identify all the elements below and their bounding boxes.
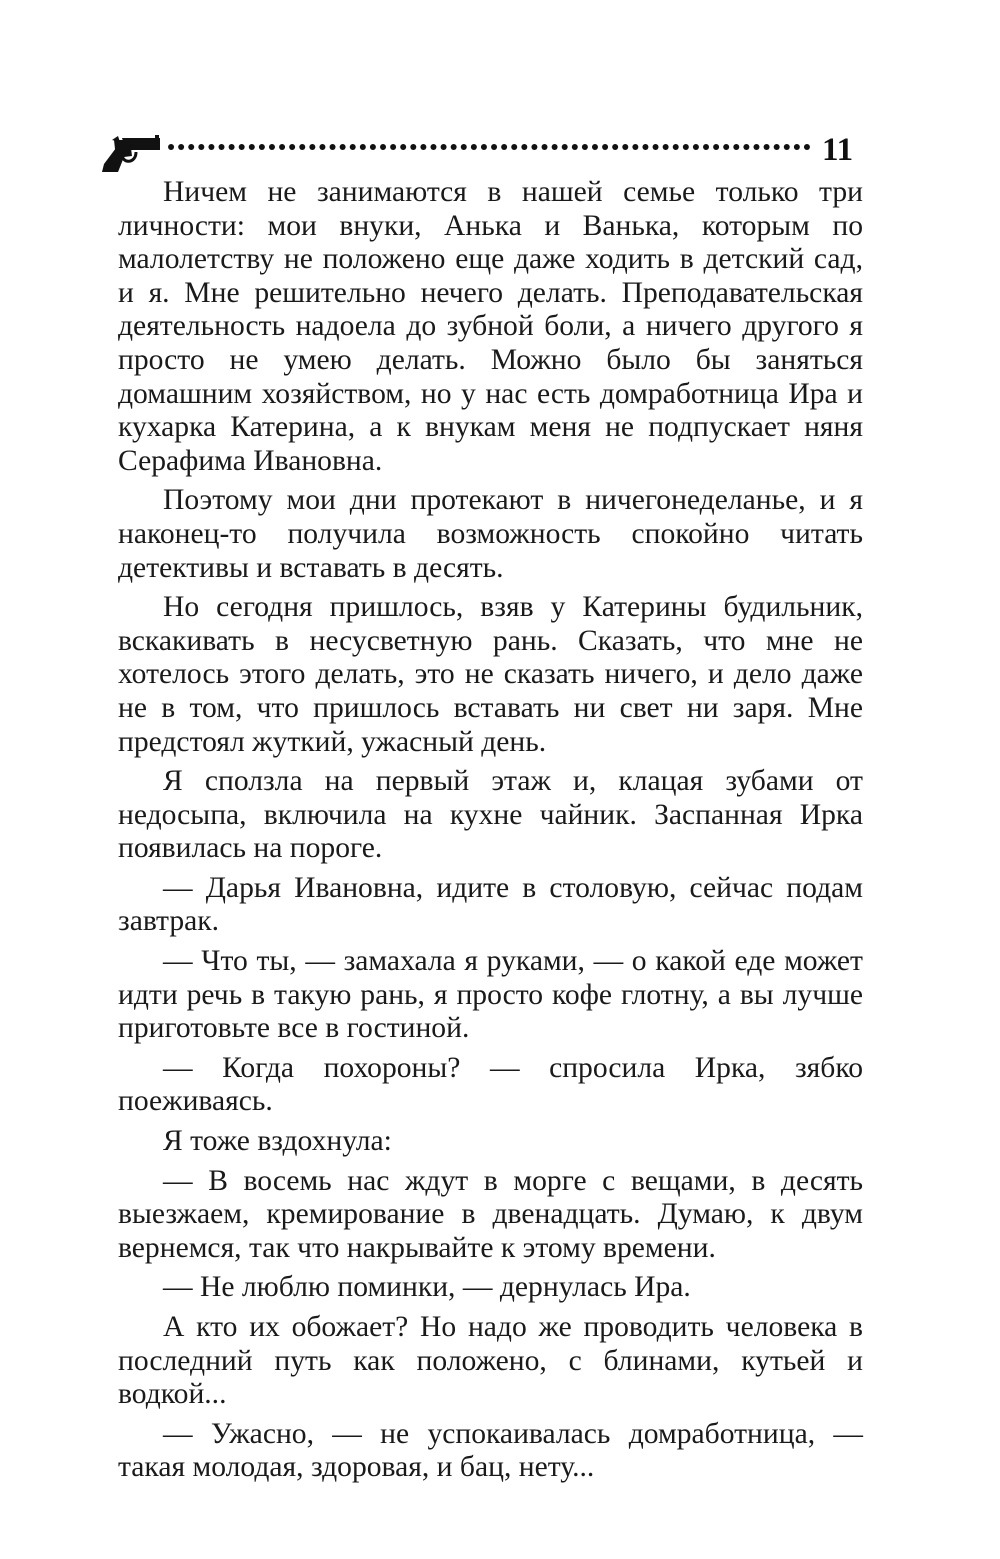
leader-dot: [461, 144, 467, 150]
leader-dot: [219, 144, 225, 150]
leader-dot: [723, 144, 729, 150]
leader-dot: [208, 144, 214, 150]
leader-dot: [309, 144, 315, 150]
leader-dot: [693, 144, 699, 150]
leader-dot: [592, 144, 598, 150]
leader-dot: [380, 144, 386, 150]
paragraph-5: Я тоже вздохнула:: [163, 1125, 392, 1158]
leader-dot: [289, 144, 295, 150]
leader-dot: [340, 144, 346, 150]
paragraph-6: А кто их обожает? Но надо же проводить человека в последний путь как положено, с блинами, кутьей и водкой...: [118, 1311, 863, 1411]
dialogue-line-6: — Ужасно, — не успокаивалась домработница, — такая молодая, здоровая, и бац, нету...: [118, 1417, 863, 1484]
leader-dot: [683, 144, 689, 150]
leader-dot: [198, 144, 204, 150]
leader-dot: [259, 144, 265, 150]
paragraph-3: Но сегодня пришлось, взяв у Катерины будильник, вскакивать в несусветную рань. Сказать, что мне не хотелось этого делать, это не сказать ничего, и дело даже не в том, что пришлось вставать ни свет ни заря. Мне предстоял жуткий, ужасный день.: [118, 591, 863, 758]
leader-dot: [420, 144, 426, 150]
leader-dot: [269, 144, 275, 150]
leader-dot: [713, 144, 719, 150]
leader-dot: [330, 144, 336, 150]
leader-dot: [350, 144, 356, 150]
paragraph-2: Поэтому мои дни протекают в ничегонеделанье, и я наконец-то получила возможность спокойно читать детективы и вставать в десять.: [118, 484, 863, 584]
leader-dot: [582, 144, 588, 150]
paragraph-4: Я сползла на первый этаж и, клацая зубами от недосыпа, включила на кухне чайник. Заспанная Ирка появилась на пороге.: [118, 765, 863, 865]
dialogue-line-1: — Дарья Ивановна, идите в столовую, сейчас подам завтрак.: [118, 871, 863, 938]
leader-dot: [562, 144, 568, 150]
leader-dot: [451, 144, 457, 150]
leader-dot: [511, 144, 517, 150]
leader-dot: [471, 144, 477, 150]
leader-dot: [249, 144, 255, 150]
leader-dot: [360, 144, 366, 150]
revolver-icon: [100, 134, 162, 174]
leader-dot: [804, 144, 810, 150]
dialogue-line-5: — Не люблю поминки, — дернулась Ира.: [163, 1271, 691, 1304]
leader-dot: [542, 144, 548, 150]
leader-dot: [239, 144, 245, 150]
leader-dot: [521, 144, 527, 150]
leader-dot: [673, 144, 679, 150]
dialogue-line-3: — Когда похороны? — спросила Ирка, зябко поеживаясь.: [118, 1051, 863, 1118]
leader-dot: [178, 144, 184, 150]
leader-dot: [764, 144, 770, 150]
leader-dot: [622, 144, 628, 150]
leader-dot: [188, 144, 194, 150]
leader-dot: [390, 144, 396, 150]
leader-dot: [794, 144, 800, 150]
dotted-leader: [166, 136, 812, 158]
leader-dot: [733, 144, 739, 150]
leader-dot: [784, 144, 790, 150]
leader-dot: [663, 144, 669, 150]
leader-dot: [612, 144, 618, 150]
leader-dot: [531, 144, 537, 150]
paragraph-1: Ничем не занимаются в нашей семье только три личности: мои внуки, Анька и Ванька, которым по малолетству не положено еще даже ходить в детский сад, и я. Мне решительно нечего делать. Преподавательская деятельность надоела до зубной боли, а ничего другого я просто не умею делать. Можно было бы заняться домашним хозяйством, но у нас есть домработница Ира и кухарка Катерина, а к внукам меня не подпускает няня Серафима Ивановна.: [118, 176, 863, 477]
leader-dot: [501, 144, 507, 150]
leader-dot: [400, 144, 406, 150]
dialogue-line-4: — В восемь нас ждут в морге с вещами, в десять выезжаем, кремирование в двенадцать. Думаю, к двум вернемся, так что накрывайте к этому времени.: [118, 1164, 863, 1264]
leader-dot: [441, 144, 447, 150]
leader-dot: [279, 144, 285, 150]
leader-dot: [299, 144, 305, 150]
page-number: 11: [822, 132, 854, 168]
leader-dot: [319, 144, 325, 150]
leader-dot: [168, 144, 174, 150]
leader-dot: [703, 144, 709, 150]
leader-dot: [410, 144, 416, 150]
leader-dot: [774, 144, 780, 150]
leader-dot: [370, 144, 376, 150]
leader-dot: [481, 144, 487, 150]
dialogue-line-2: — Что ты, — замахала я руками, — о какой еде может идти речь в такую рань, я просто кофе глотну, а вы лучше приготовьте все в гостиной.: [118, 945, 863, 1045]
running-header: [100, 128, 880, 178]
leader-dot: [552, 144, 558, 150]
body-text: [118, 176, 863, 1491]
leader-dot: [572, 144, 578, 150]
leader-dot: [602, 144, 608, 150]
leader-dot: [753, 144, 759, 150]
leader-dot: [632, 144, 638, 150]
leader-dot: [743, 144, 749, 150]
leader-dot: [642, 144, 648, 150]
leader-dot: [653, 144, 659, 150]
leader-dot: [430, 144, 436, 150]
leader-dot: [491, 144, 497, 150]
leader-dot: [229, 144, 235, 150]
